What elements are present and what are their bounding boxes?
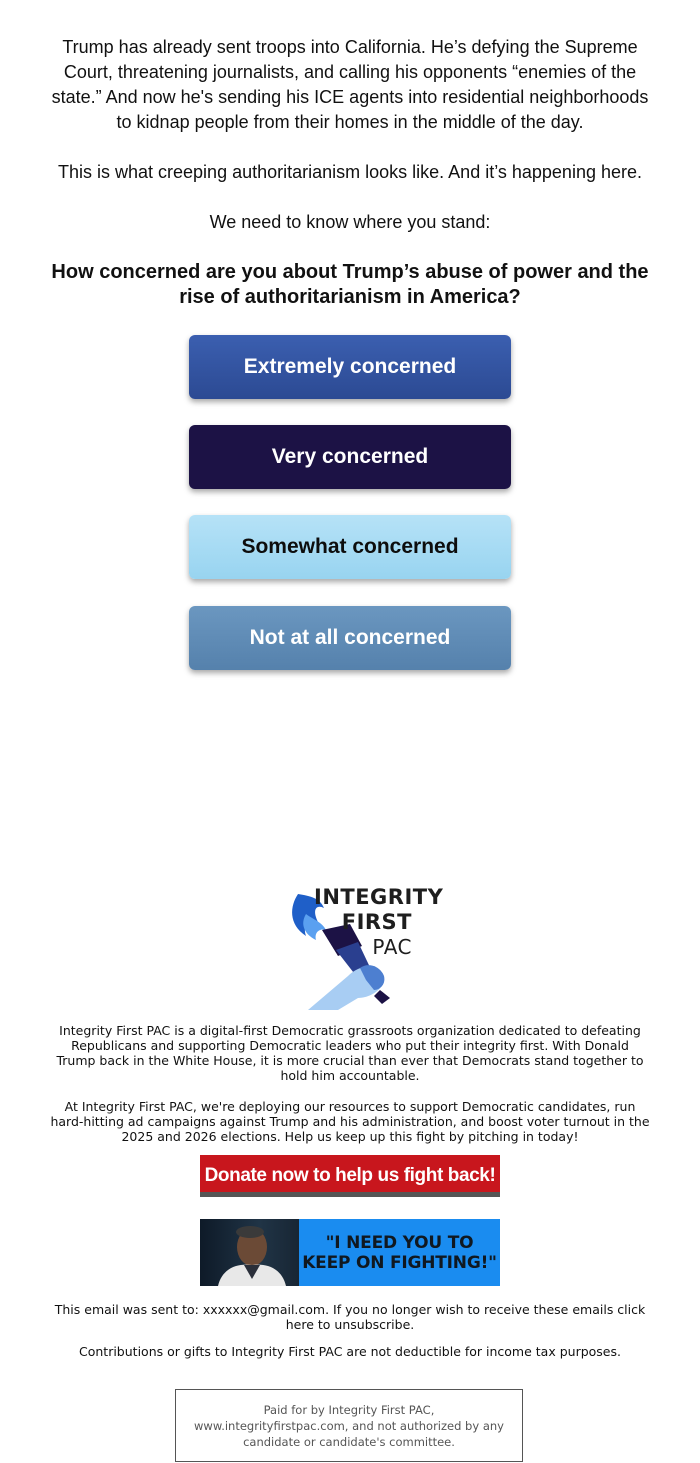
email-notice <box>50 1302 650 1332</box>
poll-question: How concerned are you about Trump’s abuse of power and the rise of authoritarianism in America? <box>51 261 649 308</box>
paid-for-text: Paid for by Integrity First PAC, www.integrityfirstpac.com, and not authorized by any candidate or candidate's committee. <box>194 1402 504 1449</box>
logo-line-integrity: INTEGRITY <box>314 885 444 909</box>
unsubscribe-link[interactable]: here <box>285 1317 314 1332</box>
tax-notice: Contributions or gifts to Integrity First PAC are not deductible for income tax purposes. <box>79 1344 621 1359</box>
email-notice-prefix: This email was sent to: <box>54 1302 203 1317</box>
logo-line-first: FIRST <box>341 910 412 934</box>
paid-for-disclaimer <box>175 1389 523 1462</box>
fight-banner[interactable] <box>200 1219 500 1286</box>
poll-option-not-at-all-concerned[interactable]: Not at all concerned <box>189 606 511 670</box>
poll-option-very-concerned[interactable]: Very concerned <box>189 425 511 489</box>
integrity-first-pac-logo <box>288 884 444 1012</box>
donate-button[interactable]: Donate now to help us fight back! <box>200 1155 500 1197</box>
banner-photo <box>200 1219 299 1286</box>
email-notice-suffix: to unsubscribe. <box>313 1317 415 1332</box>
mission-paragraph: At Integrity First PAC, we're deploying our resources to support Democratic candidates, run hard-hitting ad campaigns against Trump and his administration, and boost voter turnout in the 2025 and 2026 elections. Help us keep up this fight by pitching in today! <box>50 1099 650 1144</box>
intro-paragraph: This is what creeping authoritarianism looks like. And it’s happening here. <box>58 162 642 182</box>
intro-paragraph: We need to know where you stand: <box>209 212 491 232</box>
poll-option-extremely-concerned[interactable]: Extremely concerned <box>189 335 511 399</box>
logo-line-pac: PAC <box>372 935 412 959</box>
banner-quote: "I NEED YOU TO KEEP ON FIGHTING!" <box>302 1232 497 1273</box>
about-paragraph: Integrity First PAC is a digital-first Democratic grassroots organization dedicated to defeating Republicans and supporting Democratic leaders who put their integrity first. With Donald Trump back in the White House, it is more crucial than ever that Democrats stand together to hold him accountable. <box>56 1023 644 1083</box>
recipient-email: xxxxxx@gmail.com <box>202 1302 326 1317</box>
poll-option-somewhat-concerned[interactable]: Somewhat concerned <box>189 515 511 579</box>
email-notice-middle: . If you no longer wish to receive these emails click <box>325 1302 646 1317</box>
portrait-image <box>200 1219 299 1286</box>
intro-paragraph: Trump has already sent troops into California. He’s defying the Supreme Court, threatening journalists, and calling his opponents “enemies of the state.” And now he's sending his ICE agents into residential neighborhoods to kidnap people from their homes in the middle of the day. <box>51 37 649 132</box>
